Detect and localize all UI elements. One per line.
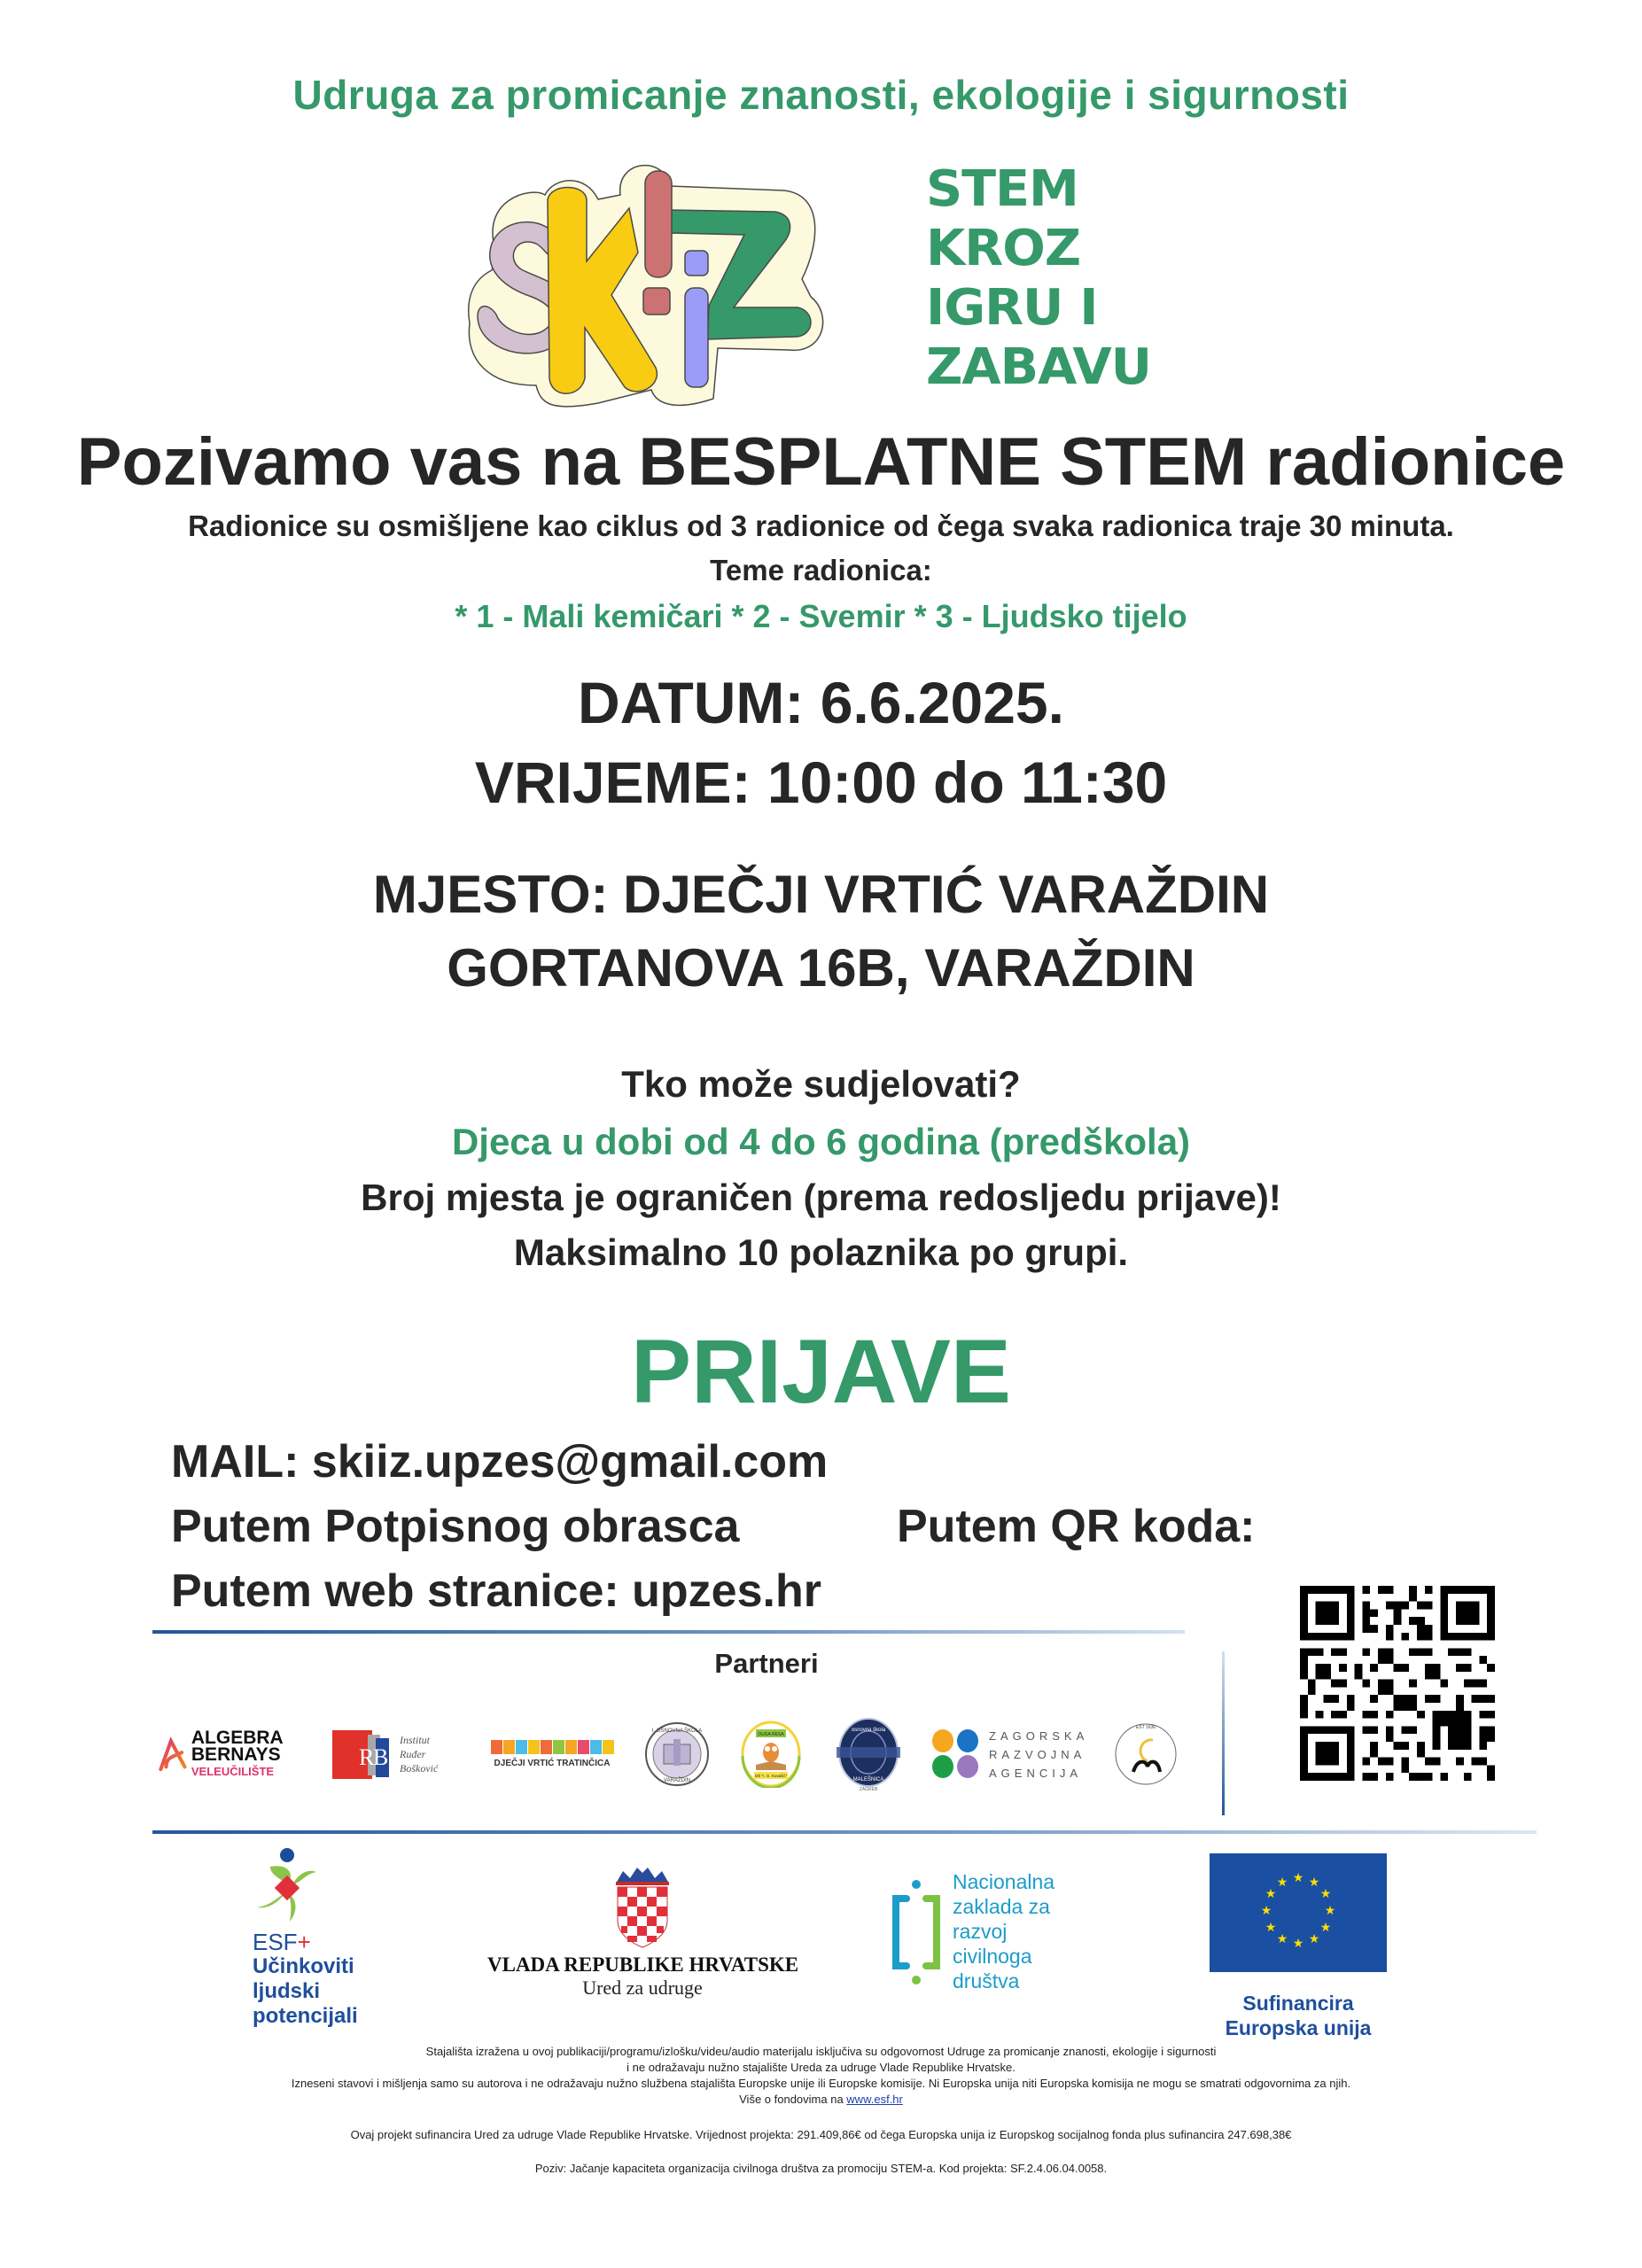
svg-text:I. OSNOVNA ŠKOLA: I. OSNOVNA ŠKOLA [651, 1728, 703, 1734]
svg-text:★: ★ [1319, 1921, 1332, 1935]
funder-nzrcd [891, 1869, 1121, 1993]
tratincica-blocks [491, 1740, 614, 1754]
esf-plus: + [297, 1929, 311, 1955]
funder-esf [253, 1847, 430, 2029]
topics-label: Teme radionica: [710, 554, 932, 586]
divider [152, 1830, 1537, 1834]
skiiz-logo [452, 146, 842, 412]
skiiz-logo-icon [452, 146, 842, 412]
svg-text:ZAGREB: ZAGREB [859, 1787, 878, 1791]
intro-text: Radionice su osmišljene kao ciklus od 3 radionice od čega svaka radionica traje 30 minuta. [188, 509, 1454, 542]
topics-list: * 1 - Mali kemičari * 2 - Svemir * 3 - Ljudsko tijelo [455, 598, 1187, 634]
partner-sub: VELEUČILIŠTE [191, 1764, 275, 1778]
partner-line: Bošković [400, 1762, 439, 1775]
event-address: GORTANOVA 16B, VARAŽDIN [447, 938, 1195, 998]
eu-flag-icon [1210, 1853, 1387, 1972]
qr-code-icon [1300, 1586, 1495, 1781]
disclaimer-line: Izneseni stavovi i mišljenja samo su autorova i ne odražavaju nužno službena stajališta Europske unije ili Europske komisije. Ni Europska unija niti Europska komisija ne mogu se smatrati odgovornima za njih. [291, 2077, 1351, 2090]
partner-irb [332, 1723, 461, 1785]
disclaimer-line: Stajališta izražena u ovoj publikaciji/programu/izlošku/videu/audio materijalu isključiva su odgovornost Udruge za promicanje znanosti, ekologije i sigurnosti [425, 2045, 1217, 2058]
partners-title: Partneri [714, 1648, 819, 1679]
esf-line: potencijali [253, 2004, 358, 2028]
disclaimer-line: i ne odražavaju nužno stajalište Ureda za udruge Vlade Republike Hrvatske. [626, 2061, 1016, 2074]
event-place: MJESTO: DJEČJI VRTIĆ VARAŽDIN [372, 865, 1270, 924]
registration-email[interactable]: MAIL: skiiz.upzes@gmail.com [171, 1436, 829, 1487]
partner-line: Institut [400, 1734, 431, 1746]
school-seal-icon [644, 1721, 710, 1787]
funder-vlada-rh [487, 1860, 798, 2000]
tagline-line: STEM [926, 160, 1078, 218]
svg-text:★: ★ [1319, 1887, 1332, 1901]
divider-vertical [1222, 1651, 1225, 1815]
qr-code[interactable] [1300, 1586, 1495, 1781]
svg-text:★: ★ [1265, 1887, 1277, 1901]
zra-logo-icon [930, 1728, 982, 1780]
registration-form-option: Putem Potpisnog obrasca [171, 1501, 740, 1552]
esf-line: ljudski [253, 1979, 321, 2003]
registration-website[interactable]: Putem web stranice: upzes.hr [171, 1565, 821, 1617]
partner-name: ALGEBRA BERNAYS [191, 1727, 283, 1765]
nzrcd-line: zaklada za [953, 1895, 1050, 1918]
svg-text:DUGA RESA: DUGA RESA [758, 1732, 784, 1737]
nzrcd-line: razvoj [953, 1920, 1008, 1943]
group-size-note: Maksimalno 10 polaznika po grupi. [513, 1231, 1129, 1273]
partner-sub: DJEČJI VRTIĆ TRATINČICA [494, 1759, 611, 1768]
vlada-title: VLADA REPUBLIKE HRVATSKE [487, 1953, 799, 1976]
svg-text:OŠ "I. G. Kovačić": OŠ "I. G. Kovačić" [754, 1774, 788, 1778]
partner-zagorska-razvojna-agencija [930, 1723, 1090, 1785]
eu-line: Sufinancira [1242, 1992, 1354, 2015]
nzrcd-logo-icon [891, 1874, 944, 1989]
headline: Pozivamo vas na BESPLATNE STEM radionice [76, 424, 1566, 500]
esf-link[interactable]: www.esf.hr [846, 2093, 903, 2106]
nzrcd-line: civilnoga [953, 1945, 1032, 1968]
svg-text:MALEŠNICA: MALEŠNICA [852, 1777, 884, 1783]
more-info-prefix: Više o fondovima na [739, 2093, 847, 2106]
svg-text:★: ★ [1308, 1876, 1320, 1890]
svg-text:VARAŽDIN: VARAŽDIN [664, 1778, 690, 1783]
croatian-coat-of-arms-icon [614, 1860, 671, 1949]
capacity-note: Broj mjesta je ograničen (prema redosljedu prijave)! [361, 1177, 1281, 1218]
malesnica-seal-icon [833, 1717, 904, 1791]
call-line: Poziv: Jačanje kapaciteta organizacija civilnoga društva za promociju STEM-a. Kod projekta: SF.2.4.06.04.0058. [534, 2162, 1108, 2175]
partner-os-duga-resa [740, 1723, 806, 1785]
partner-prva-gimnazija-varazdin [1112, 1723, 1183, 1785]
funder-eu [1210, 1853, 1387, 2040]
nzrcd-line: Nacionalna [953, 1870, 1055, 1893]
partner-algebra-bernays [158, 1723, 317, 1785]
irb-logo-icon [332, 1728, 394, 1781]
svg-text:★: ★ [1292, 1937, 1304, 1951]
partner-line: AGENCIJA [989, 1766, 1083, 1780]
svg-text:R: R [359, 1744, 375, 1770]
esf-brand: ESF [253, 1929, 298, 1955]
svg-text:★: ★ [1276, 1876, 1288, 1890]
organization-name: Udruga za promicanje znanosti, ekologije i sigurnosti [292, 72, 1350, 118]
partner-line: RAZVOJNA [989, 1747, 1086, 1761]
partner-tratincica [486, 1723, 619, 1785]
svg-text:★: ★ [1276, 1932, 1288, 1946]
owl-school-icon [740, 1720, 802, 1788]
tagline-line: IGRU I [926, 279, 1098, 337]
partner-line: Ruđer [400, 1748, 426, 1760]
svg-text:★: ★ [1308, 1932, 1320, 1946]
partner-os-malesnica [833, 1723, 904, 1791]
eligibility-answer: Djeca u dobi od 4 do 6 godina (predškola) [451, 1121, 1191, 1162]
registration-title: PRIJAVE [631, 1321, 1011, 1422]
eu-line: Europska unija [1225, 2016, 1372, 2039]
vlada-subtitle: Ured za udruge [582, 1977, 703, 1999]
nzrcd-line: društva [953, 1969, 1020, 1992]
partner-line: ZAGORSKA [989, 1728, 1089, 1743]
eligibility-question: Tko može sudjelovati? [621, 1063, 1021, 1105]
gimnazija-seal-icon [1112, 1720, 1179, 1788]
esf-logo-icon [253, 1847, 325, 1923]
registration-qr-label: Putem QR koda: [897, 1501, 1256, 1552]
partner-i-os-varazdin [644, 1723, 711, 1785]
event-time: VRIJEME: 10:00 do 11:30 [474, 750, 1168, 815]
svg-text:B: B [373, 1744, 389, 1770]
svg-text:★: ★ [1260, 1904, 1272, 1918]
algebra-logo-icon [158, 1730, 188, 1779]
svg-text:★: ★ [1324, 1904, 1336, 1918]
tagline-line: KROZ [926, 220, 1081, 277]
funding-line: Ovaj projekt sufinancira Ured za udruge Vlade Republike Hrvatske. Vrijednost projekta: 291.409,86€ od čega Europska unija iz Europskog socijalnog fonda plus sufinancira 247.698,38€ [350, 2128, 1292, 2141]
divider [152, 1630, 1185, 1634]
svg-text:EST 1636: EST 1636 [1135, 1725, 1156, 1730]
svg-text:osnovna škola: osnovna škola [851, 1728, 886, 1733]
esf-line: Učinkoviti [253, 1954, 354, 1978]
svg-text:★: ★ [1265, 1921, 1277, 1935]
svg-text:★: ★ [1292, 1871, 1304, 1885]
logo-tagline [926, 159, 1151, 397]
tagline-line: ZABAVU [926, 338, 1151, 396]
event-date: DATUM: 6.6.2025. [578, 670, 1064, 735]
more-info-line [0, 2093, 1642, 2106]
